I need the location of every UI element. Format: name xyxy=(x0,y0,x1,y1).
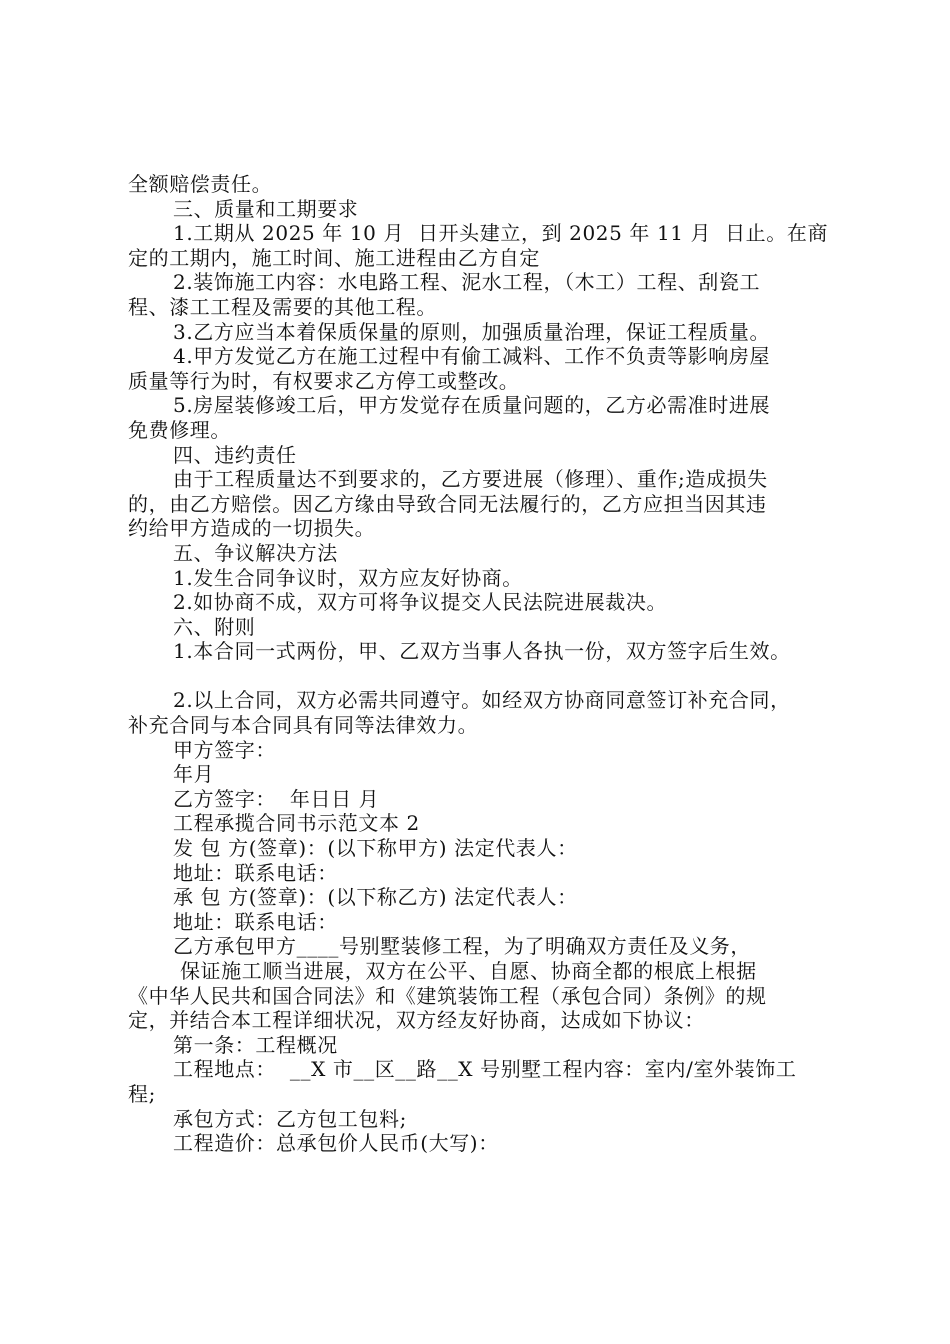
text-line: 三、质量和工期要求 xyxy=(173,196,359,221)
text-line: 四、违约责任 xyxy=(173,442,297,467)
text-line: 承包方式：乙方包工包料; xyxy=(173,1106,407,1131)
text-line: 工程造价：总承包价人民币(大写)： xyxy=(173,1131,499,1156)
text-line: 工程地点： __X 市__区__路__X 号别墅工程内容：室内/室外装饰工 xyxy=(173,1057,797,1082)
text-line: 约给甲方造成的一切损失。 xyxy=(128,516,376,541)
text-line: 2.如协商不成，双方可将争议提交人民法院进展裁决。 xyxy=(173,590,668,615)
text-line: 由于工程质量达不到要求的，乙方要进展（修理）、重作;造成损失 xyxy=(173,467,768,492)
text-line: 定，并结合本工程详细状况，双方经友好协商，达成如下协议： xyxy=(128,1008,705,1033)
text-line: 3.乙方应当本着保质保量的原则，加强质量治理，保证工程质量。 xyxy=(173,319,771,344)
text-line: 发 包 方(签章)：(以下称甲方) 法定代表人： xyxy=(173,836,578,861)
text-line: 免费修理。 xyxy=(128,417,231,442)
text-line: 5.房屋装修竣工后，甲方发觉存在质量问题的，乙方必需准时进展 xyxy=(173,393,771,418)
blank-line xyxy=(128,664,848,689)
text-line: 承 包 方(签章)：(以下称乙方) 法定代表人： xyxy=(173,885,578,910)
text-line: 乙方签字： 年日日 月 xyxy=(173,786,380,811)
text-line: 2.以上合同，双方必需共同遵守。如经双方协商同意签订补充合同， xyxy=(173,688,791,713)
text-line: 补充合同与本合同具有同等法律效力。 xyxy=(128,713,479,738)
text-line: 质量等行为时，有权要求乙方停工或整改。 xyxy=(128,368,520,393)
text-line: 六、附则 xyxy=(173,614,256,639)
text-line: 甲方签字： xyxy=(173,737,276,762)
text-line: 1.发生合同争议时，双方应友好协商。 xyxy=(173,565,523,590)
text-line: 工程承揽合同书示范文本 2 xyxy=(173,811,420,836)
text-line: 的，由乙方赔偿。因乙方缘由导致合同无法履行的，乙方应担当因其违 xyxy=(128,491,767,516)
text-line: 1.本合同一式两份，甲、乙双方当事人各执一份，双方签字后生效。 xyxy=(173,639,791,664)
text-line: 地址：联系电话： xyxy=(173,909,338,934)
text-line: 年月 xyxy=(173,762,215,787)
text-line: 定的工期内，施工时间、施工进程由乙方自定 xyxy=(128,245,540,270)
text-line: 2.装饰施工内容：水电路工程、泥水工程，（木工）工程、刮瓷工 xyxy=(173,270,761,295)
text-line: 全额赔偿责任。 xyxy=(128,172,273,196)
text-line: 地址：联系电话： xyxy=(173,860,338,885)
text-line: 程、漆工工程及需要的其他工程。 xyxy=(128,294,437,319)
text-line: 1.工期从 2025 年 10 月 日开头建立，到 2025 年 11 月 日止。在商 xyxy=(173,221,829,246)
text-line: 4.甲方发觉乙方在施工过程中有偷工减料、工作不负责等影响房屋 xyxy=(173,344,771,369)
text-line: 保证施工顺当进展，双方在公平、自愿、协商全都的根底上根据 xyxy=(173,959,757,983)
text-line: 五、争议解决方法 xyxy=(173,540,338,565)
text-line: 乙方承包甲方____号别墅装修工程，为了明确双方责任及义务， xyxy=(173,934,751,959)
text-line: 第一条：工程概况 xyxy=(173,1032,338,1057)
text-line: 程; xyxy=(128,1081,156,1106)
contract-text xyxy=(128,172,848,1156)
text-line: 《中华人民共和国合同法》和《建筑装饰工程（承包合同）条例》的规 xyxy=(128,983,767,1008)
